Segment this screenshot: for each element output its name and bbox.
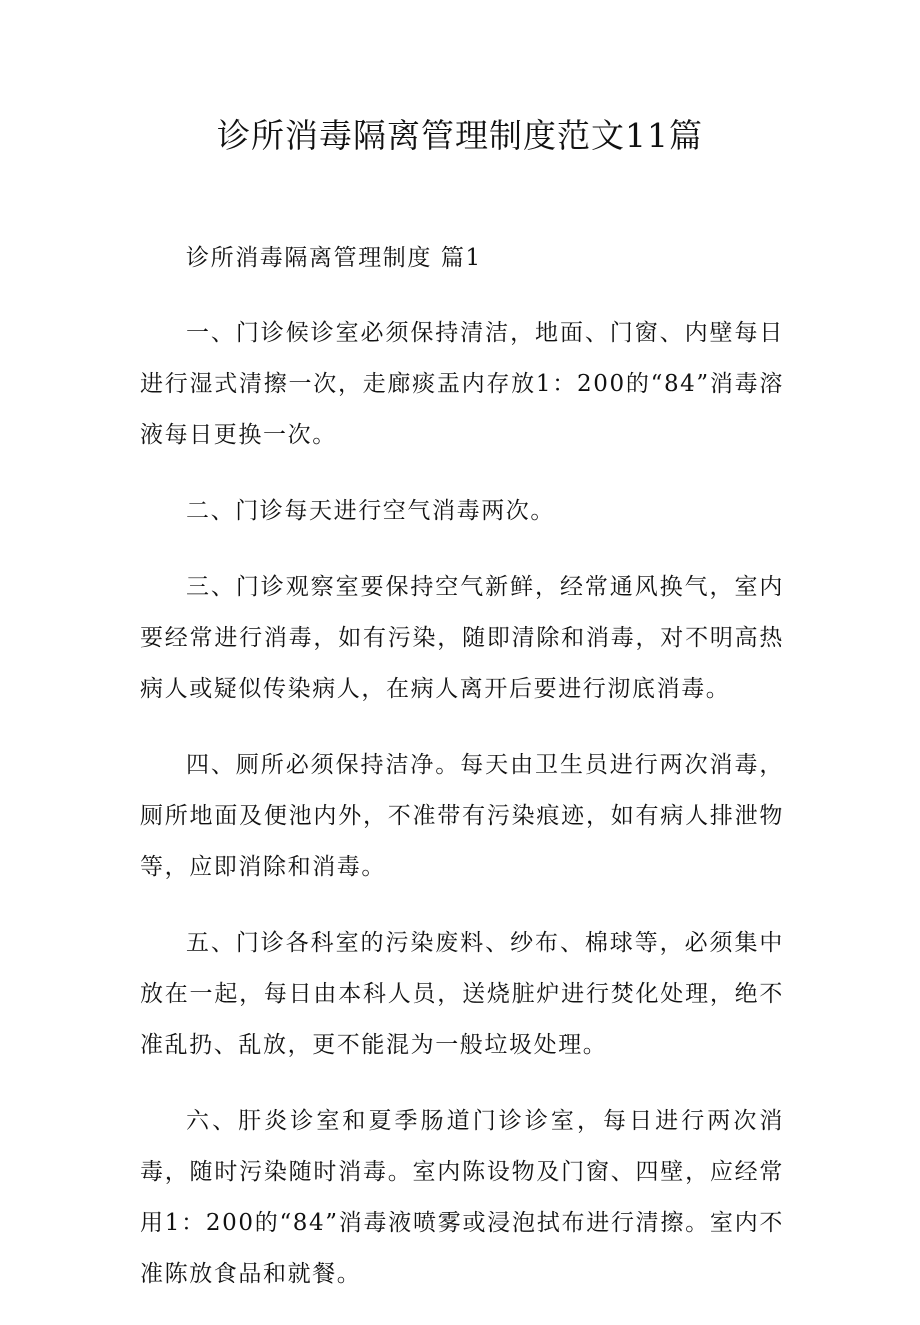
paragraph-4: 四、厕所必须保持洁净。每天由卫生员进行两次消毒，厕所地面及便池内外，不准带有污染痕迹，如有病人排泄物等，应即消除和消毒。	[140, 752, 784, 880]
document-body	[140, 233, 784, 1325]
paragraph-2: 二、门诊每天进行空气消毒两次。	[186, 498, 555, 524]
document-title: 诊所消毒隔离管理制度范文11篇	[217, 116, 703, 155]
section-heading: 诊所消毒隔离管理制度 篇1	[186, 245, 482, 271]
paragraph-3: 三、门诊观察室要保持空气新鲜，经常通风换气，室内要经常进行消毒，如有污染，随即清除和消毒，对不明高热病人或疑似传染病人，在病人离开后要进行沏底消毒。	[140, 574, 784, 702]
paragraph-1: 一、门诊候诊室必须保持清洁，地面、门窗、内壁每日进行湿式清擦一次，走廊痰盂内存放1：200的“84”消毒溶液每日更换一次。	[140, 320, 784, 448]
paragraph-5: 五、门诊各科室的污染废料、纱布、棉球等，必须集中放在一起，每日由本科人员，送烧脏炉进行焚化处理，绝不准乱扔、乱放，更不能混为一般垃圾处理。	[140, 930, 784, 1058]
paragraph-6: 六、肝炎诊室和夏季肠道门诊诊室，每日进行两次消毒，随时污染随时消毒。室内陈设物及门窗、四壁，应经常用1：200的“84”消毒液喷雾或浸泡拭布进行清擦。室内不准陈放食品和就餐。	[140, 1108, 784, 1287]
